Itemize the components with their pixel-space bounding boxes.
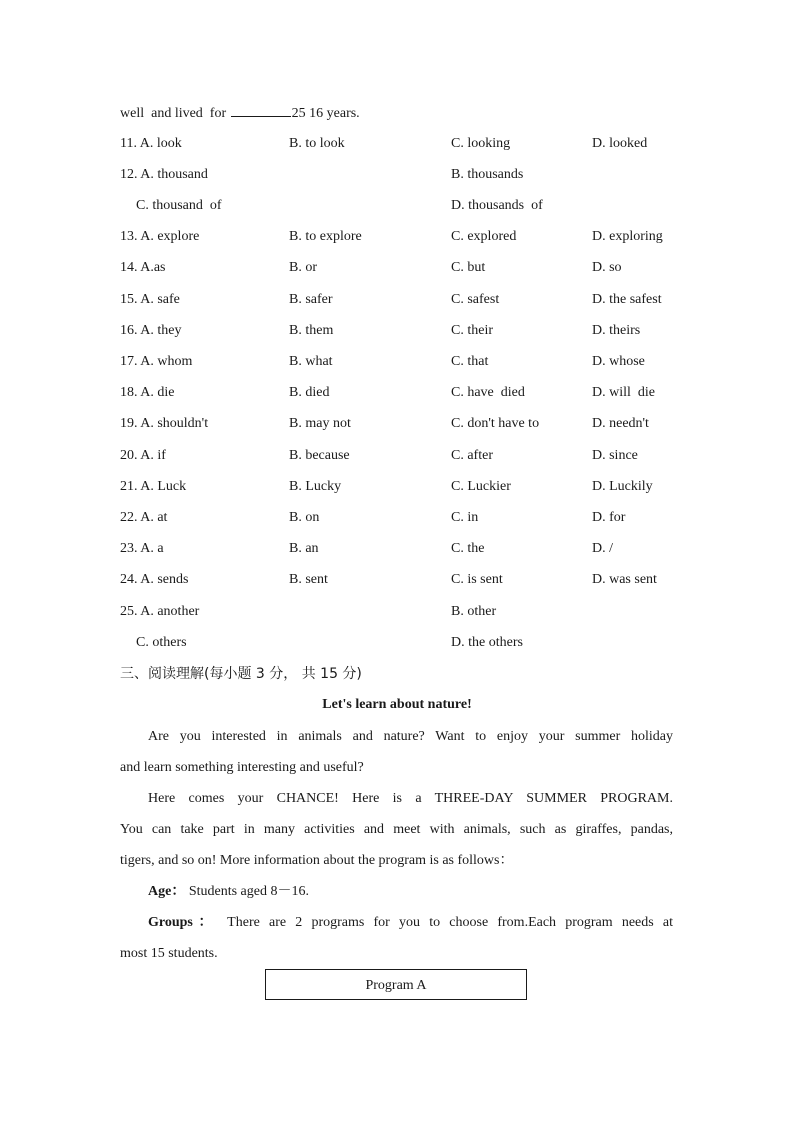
groups-text: There are 2 programs for you to choose from.Each program needs at	[218, 915, 674, 930]
option-c: C. in	[451, 510, 479, 525]
question-row	[120, 508, 680, 528]
program-a-box: Program A	[265, 969, 527, 1000]
option-b: B. an	[289, 541, 319, 556]
option-d: D. exploring	[592, 229, 663, 244]
option-b: B. thousands	[451, 167, 524, 182]
option-c: C. explored	[451, 229, 517, 244]
option-c: C. Luckier	[451, 479, 511, 494]
option-b: B. may not	[289, 416, 351, 431]
option-d: D. looked	[592, 136, 648, 151]
option-a: 20. A. if	[120, 448, 166, 463]
question-row	[120, 134, 680, 154]
option-a: 22. A. at	[120, 510, 168, 525]
paragraph-line: Here comes your CHANCE! Here is a THREE-DAY SUMMER PROGRAM.	[148, 791, 673, 806]
question-row	[120, 539, 680, 559]
passage-title: Let's learn about nature!	[322, 697, 472, 712]
question-row	[120, 352, 680, 372]
option-a: 18. A. die	[120, 385, 175, 400]
option-b: B. to explore	[289, 229, 362, 244]
option-b: B. died	[289, 385, 330, 400]
paragraph-line: and learn something interesting and useful?	[120, 760, 364, 775]
intro-text-after: 25 16 years.	[291, 106, 360, 121]
option-c: C. after	[451, 448, 493, 463]
option-c: C. don't have to	[451, 416, 540, 431]
option-a: 23. A. a	[120, 541, 164, 556]
age-label: Age：	[148, 884, 186, 899]
question-row	[120, 258, 680, 278]
paragraph-line: You can take part in many activities and meet with animals, such as giraffes, pandas,	[120, 822, 673, 837]
option-b: B. because	[289, 448, 350, 463]
option-d: D. /	[592, 541, 613, 556]
option-d: D. since	[592, 448, 638, 463]
option-d: D. for	[592, 510, 626, 525]
question-row	[120, 321, 680, 341]
option-a: 12. A. thousand	[120, 167, 208, 182]
option-c: C. the	[451, 541, 485, 556]
option-c: C. have died	[451, 385, 525, 400]
option-b: B. or	[289, 260, 317, 275]
option-a: 19. A. shouldn't	[120, 416, 209, 431]
option-b: B. other	[451, 604, 497, 619]
option-d: D. the others	[451, 635, 523, 650]
paragraph-line: most 15 students.	[120, 946, 218, 961]
option-b: B. Lucky	[289, 479, 342, 494]
question-row-continued	[120, 633, 680, 653]
option-a: 21. A. Luck	[120, 479, 187, 494]
option-a: 24. A. sends	[120, 572, 189, 587]
question-row	[120, 227, 680, 247]
paragraph-line: Are you interested in animals and nature? Want to enjoy your summer holiday	[148, 729, 673, 744]
option-c: C. thousand of	[136, 198, 222, 213]
option-d: D. theirs	[592, 323, 641, 338]
question-row	[120, 570, 680, 590]
option-a: 14. A.as	[120, 260, 166, 275]
option-b: B. safer	[289, 292, 333, 307]
option-d: D. so	[592, 260, 622, 275]
option-a: 16. A. they	[120, 323, 182, 338]
question-row-continued	[120, 196, 680, 216]
option-d: D. the safest	[592, 292, 662, 307]
option-c: C. looking	[451, 136, 511, 151]
question-row	[120, 477, 680, 497]
question-row	[120, 383, 680, 403]
question-row	[120, 165, 680, 185]
option-c: C. safest	[451, 292, 500, 307]
passage-body	[120, 721, 673, 969]
option-b: B. them	[289, 323, 334, 338]
option-b: B. to look	[289, 136, 345, 151]
option-c: C. others	[136, 635, 187, 650]
age-text: Students aged 8－16.	[185, 884, 309, 899]
option-b: B. on	[289, 510, 320, 525]
option-a: 25. A. another	[120, 604, 200, 619]
paragraph-line: tigers, and so on! More information about the program is as follows：	[120, 853, 514, 868]
option-b: B. sent	[289, 572, 328, 587]
option-c: C. that	[451, 354, 489, 369]
section-heading: 三、阅读理解(每小题 3 分， 共 15 分)	[120, 666, 362, 682]
answer-blank	[231, 102, 291, 117]
option-d: D. thousands of	[451, 198, 543, 213]
option-c: C. is sent	[451, 572, 503, 587]
option-a: 13. A. explore	[120, 229, 200, 244]
option-d: D. was sent	[592, 572, 657, 587]
option-d: D. whose	[592, 354, 645, 369]
option-c: C. their	[451, 323, 493, 338]
intro-text-before: well and lived for	[120, 106, 230, 121]
question-row	[120, 602, 680, 622]
question-row	[120, 414, 680, 434]
intro-line	[120, 102, 360, 124]
option-c: C. but	[451, 260, 486, 275]
option-d: D. Luckily	[592, 479, 653, 494]
option-a: 11. A. look	[120, 136, 182, 151]
option-a: 15. A. safe	[120, 292, 180, 307]
age-line	[120, 876, 673, 907]
option-d: D. will die	[592, 385, 655, 400]
question-row	[120, 290, 680, 310]
question-row	[120, 446, 680, 466]
option-b: B. what	[289, 354, 333, 369]
option-d: D. needn't	[592, 416, 649, 431]
groups-line	[120, 907, 673, 938]
groups-label: Groups：	[148, 915, 219, 930]
option-a: 17. A. whom	[120, 354, 193, 369]
